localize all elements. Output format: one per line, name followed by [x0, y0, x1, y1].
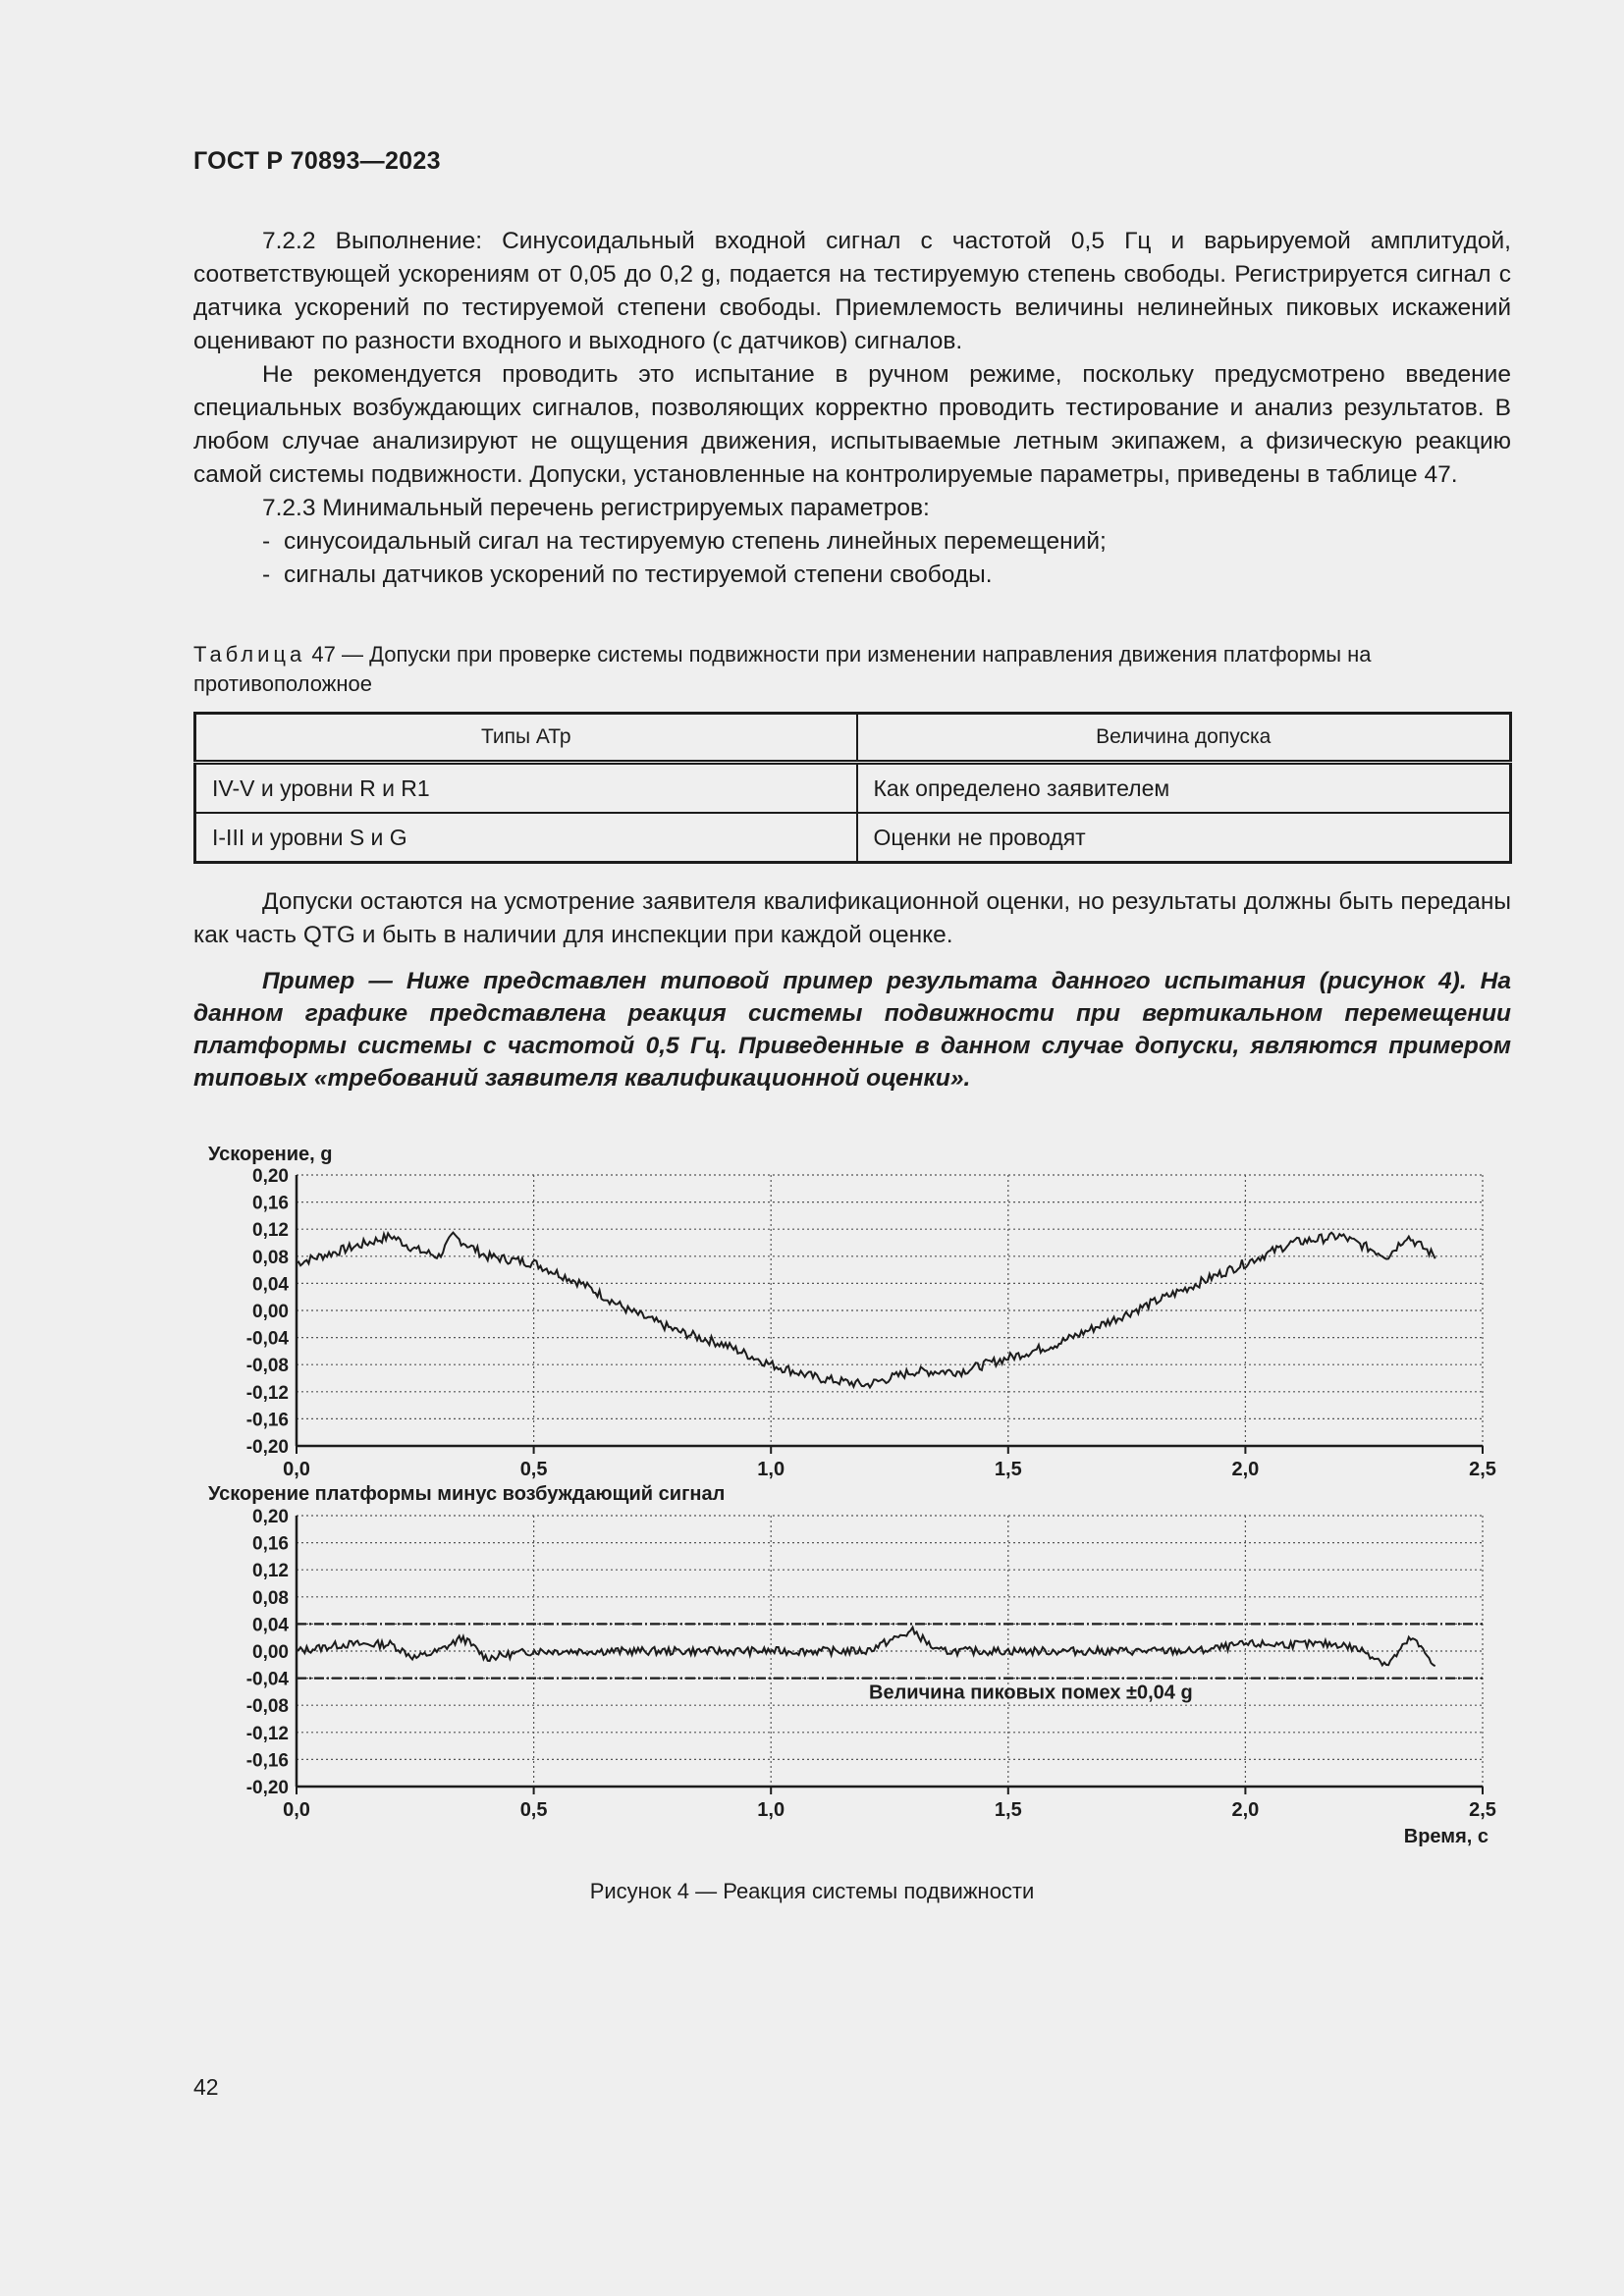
chart-title: Ускорение платформы минус возбуждающий сигнал	[208, 1483, 726, 1505]
table-header-cell: Величина допуска	[857, 714, 1511, 763]
table-cell: Оценки не проводят	[857, 813, 1511, 863]
table-header-cell: Типы АТр	[195, 714, 857, 763]
y-tick-label: -0,08	[245, 1696, 289, 1718]
x-tick-label: 0,0	[283, 1459, 310, 1480]
y-axis-label: Ускорение, g	[208, 1144, 333, 1165]
paragraph-tolerances: Допуски остаются на усмотрение заявителя квалификационной оценки, но результаты должны быть переданы как часть QTG и быть в наличии для инспекции при каждой оценке.	[193, 888, 1511, 948]
x-tick-label: 0,0	[283, 1799, 310, 1821]
y-tick-label: 0,00	[252, 1642, 289, 1663]
y-tick-label: -0,16	[245, 1410, 289, 1431]
y-tick-label: 0,20	[252, 1507, 289, 1527]
x-tick-label: 1,0	[757, 1459, 785, 1480]
x-tick-label: 2,5	[1469, 1459, 1496, 1480]
y-tick-label: -0,20	[245, 1778, 289, 1798]
y-tick-label: 0,16	[252, 1193, 289, 1214]
chart-annotation: Величина пиковых помех ±0,04 g	[869, 1682, 1193, 1704]
table-caption-text: 47 — Допуски при проверке системы подвижности при изменении направления движения платформы на противоположное	[193, 642, 1372, 696]
table-caption-label: Таблица	[193, 642, 306, 667]
example-paragraph: Пример — Ниже представлен типовой пример результата данного испытания (рисунок 4). На данном графике представлена реакция системы подвижности при вертикальном перемещении платформы системы с частотой 0,5 Гц. Приведенные в данном случае допуски, являются примером типовых «требований заявителя квалификационной оценки».	[193, 968, 1511, 1092]
table-cell: IV-V и уровни R и R1	[195, 763, 857, 814]
y-tick-label: -0,12	[245, 1382, 289, 1404]
y-tick-label: -0,04	[245, 1669, 289, 1690]
document-header: ГОСТ Р 70893—2023	[193, 147, 441, 175]
y-tick-label: 0,12	[252, 1220, 289, 1242]
list-dash: -	[262, 528, 271, 555]
page-number: 42	[193, 2074, 219, 2100]
table-cell: Как определено заявителем	[857, 763, 1511, 814]
x-tick-label: 1,5	[994, 1799, 1022, 1821]
y-tick-label: -0,04	[245, 1328, 289, 1350]
list-item-text: сигналы датчиков ускорений по тестируемой степени свободы.	[284, 561, 993, 588]
x-tick-label: 0,5	[519, 1799, 548, 1821]
y-tick-label: 0,04	[252, 1274, 289, 1296]
figure-caption: Рисунок 4 — Реакция системы подвижности	[589, 1879, 1035, 1903]
list-item-text: синусоидальный сигал на тестируемую степень линейных перемещений;	[284, 528, 1107, 555]
y-tick-label: 0,08	[252, 1587, 289, 1609]
y-tick-label: -0,16	[245, 1750, 289, 1772]
paragraph-manual-mode: Не рекомендуется проводить это испытание в ручном режиме, поскольку предусмотрено введение специальных возбуждающих сигналов, позволяющих корректно проводить тестирование и анализ результатов. В любом случае анализируют не ощущения движения, испытываемые летным экипажем, а физическую реакцию самой системы подвижности. Допуски, установленные на контролируемые параметры, приведены в таблице 47.	[193, 361, 1511, 488]
x-tick-label: 0,5	[519, 1459, 548, 1480]
y-tick-label: -0,12	[245, 1723, 289, 1744]
x-tick-label: 2,0	[1231, 1799, 1260, 1821]
series-line	[297, 1628, 1435, 1666]
y-tick-label: 0,08	[252, 1247, 289, 1268]
y-tick-label: 0,00	[252, 1302, 289, 1322]
x-tick-label: 2,0	[1231, 1459, 1260, 1480]
chart-acceleration	[208, 1144, 1496, 1480]
y-tick-label: 0,16	[252, 1533, 289, 1555]
x-axis-label: Время, с	[1403, 1826, 1489, 1847]
x-tick-label: 1,5	[994, 1459, 1022, 1480]
table-cell: I-III и уровни S и G	[195, 813, 857, 863]
x-tick-label: 2,5	[1469, 1799, 1496, 1821]
y-tick-label: 0,04	[252, 1615, 289, 1636]
y-tick-label: -0,08	[245, 1356, 289, 1377]
y-tick-label: 0,12	[252, 1561, 289, 1582]
y-tick-label: -0,20	[245, 1437, 289, 1458]
paragraph-execution: 7.2.2 Выполнение: Синусоидальный входной сигнал с частотой 0,5 Гц и варьируемой амплитудой, соответствующей ускорениям от 0,05 до 0,2 g, подается на тестируемую степень свободы. Регистрируется сигнал с датчика ускорений по тестируемой степени свободы. Приемлемость величины нелинейных пиковых искажений оценивают по разности входного и выходного (с датчиков) сигналов.	[193, 228, 1511, 354]
section-7-2-3-title: 7.2.3 Минимальный перечень регистрируемых параметров:	[262, 495, 930, 521]
chart-acceleration-minus-excitation	[208, 1483, 1496, 1847]
list-dash: -	[262, 561, 271, 588]
x-tick-label: 1,0	[757, 1799, 785, 1821]
y-tick-label: 0,20	[252, 1166, 289, 1187]
